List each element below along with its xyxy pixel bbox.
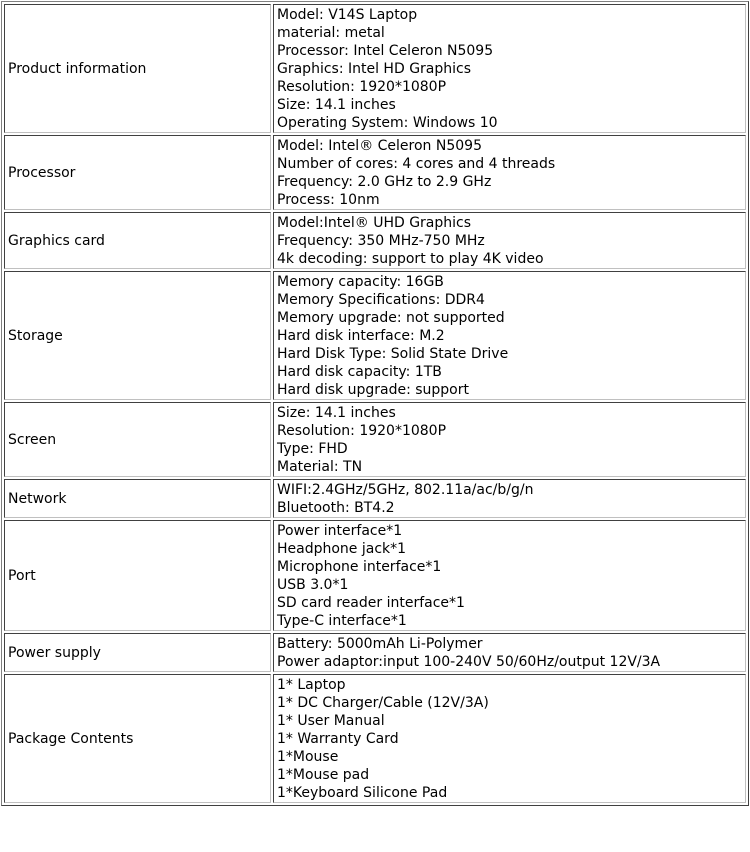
- spec-value-line: Frequency: 350 MHz-750 MHz: [277, 233, 485, 249]
- spec-label: Power supply: [4, 633, 271, 672]
- spec-value-line: Material: TN: [277, 459, 363, 475]
- spec-row: [4, 212, 746, 269]
- spec-label: Product information: [4, 4, 271, 133]
- spec-value-line: 1* Laptop: [277, 677, 346, 693]
- spec-value-line: Number of cores: 4 cores and 4 threads: [277, 156, 556, 172]
- spec-row: [4, 402, 746, 477]
- spec-value-line: 1*Keyboard Silicone Pad: [277, 785, 448, 801]
- spec-value-line: Process: 10nm: [277, 192, 380, 208]
- spec-value: [273, 212, 746, 269]
- spec-value-line: Hard Disk Type: Solid State Drive: [277, 346, 509, 362]
- spec-value-line: 1*Mouse pad: [277, 767, 370, 783]
- spec-value: [273, 633, 746, 672]
- spec-value-line: Battery: 5000mAh Li-Polymer: [277, 636, 483, 652]
- spec-value-line: SD card reader interface*1: [277, 595, 465, 611]
- spec-value-line: Model: Intel® Celeron N5095: [277, 138, 482, 154]
- spec-label: Storage: [4, 271, 271, 400]
- spec-value: [273, 135, 746, 210]
- spec-value-line: 1* DC Charger/Cable (12V/3A): [277, 695, 489, 711]
- spec-value-line: Hard disk capacity: 1TB: [277, 364, 442, 380]
- spec-label: Processor: [4, 135, 271, 210]
- spec-row: [4, 135, 746, 210]
- spec-label: Network: [4, 479, 271, 518]
- spec-value-line: Hard disk interface: M.2: [277, 328, 445, 344]
- spec-label: Screen: [4, 402, 271, 477]
- spec-value-line: Type: FHD: [277, 441, 348, 457]
- spec-row: [4, 271, 746, 400]
- spec-value-line: 1*Mouse: [277, 749, 339, 765]
- spec-value-line: Processor: Intel Celeron N5095: [277, 43, 494, 59]
- spec-value: [273, 479, 746, 518]
- spec-value-line: Resolution: 1920*1080P: [277, 79, 447, 95]
- spec-row: [4, 633, 746, 672]
- spec-value-line: Operating System: Windows 10: [277, 115, 498, 131]
- spec-value-line: Memory capacity: 16GB: [277, 274, 444, 290]
- spec-value-line: Model: V14S Laptop: [277, 7, 418, 23]
- spec-row: [4, 479, 746, 518]
- spec-label: Package Contents: [4, 674, 271, 803]
- spec-value: [273, 4, 746, 133]
- spec-value-line: Memory Specifications: DDR4: [277, 292, 485, 308]
- spec-value-line: Power adaptor:input 100-240V 50/60Hz/output 12V/3A: [277, 654, 661, 670]
- spec-row: [4, 674, 746, 803]
- spec-value-line: Type-C interface*1: [277, 613, 407, 629]
- spec-label: Port: [4, 520, 271, 631]
- spec-value-line: 4k decoding: support to play 4K video: [277, 251, 544, 267]
- spec-value-line: material: metal: [277, 25, 385, 41]
- spec-value-line: Power interface*1: [277, 523, 403, 539]
- spec-value: [273, 402, 746, 477]
- spec-value-line: Memory upgrade: not supported: [277, 310, 505, 326]
- spec-value-line: Graphics: Intel HD Graphics: [277, 61, 472, 77]
- spec-value-line: Headphone jack*1: [277, 541, 407, 557]
- spec-value-line: Bluetooth: BT4.2: [277, 500, 395, 516]
- spec-row: [4, 520, 746, 631]
- spec-label: Graphics card: [4, 212, 271, 269]
- spec-value-line: 1* Warranty Card: [277, 731, 399, 747]
- spec-value-line: Size: 14.1 inches: [277, 405, 396, 421]
- spec-value-line: 1* User Manual: [277, 713, 385, 729]
- spec-value-line: USB 3.0*1: [277, 577, 349, 593]
- spec-value: [273, 520, 746, 631]
- spec-value-line: Resolution: 1920*1080P: [277, 423, 447, 439]
- spec-row: [4, 4, 746, 133]
- spec-value-line: Hard disk upgrade: support: [277, 382, 469, 398]
- spec-value-line: Size: 14.1 inches: [277, 97, 396, 113]
- spec-table: [1, 1, 749, 806]
- spec-value-line: WIFI:2.4GHz/5GHz, 802.11a/ac/b/g/n: [277, 482, 534, 498]
- spec-value-line: Frequency: 2.0 GHz to 2.9 GHz: [277, 174, 492, 190]
- spec-value: [273, 674, 746, 803]
- spec-value: [273, 271, 746, 400]
- spec-value-line: Microphone interface*1: [277, 559, 442, 575]
- spec-table-body: [4, 4, 746, 803]
- spec-value-line: Model:Intel® UHD Graphics: [277, 215, 472, 231]
